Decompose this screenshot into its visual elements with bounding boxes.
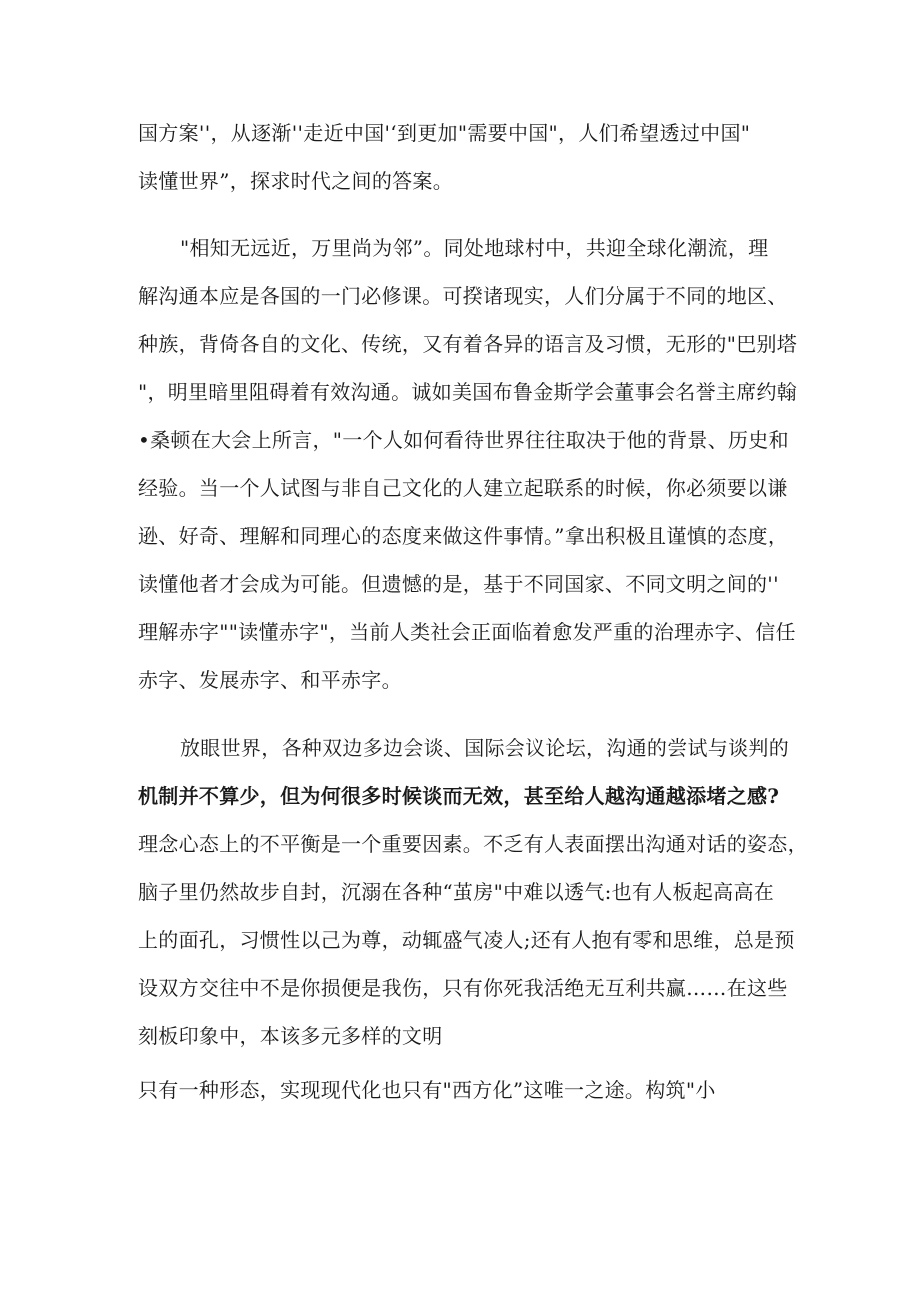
text-line: 赤字、发展赤字、和平赤字。: [138, 668, 402, 692]
text-line: 国方案''，从逐渐''走近中国'‘到更加"需要中国"，人们希望透过中国": [138, 121, 751, 145]
text-line: 设双方交往中不是你损便是我伤，只有你死我活绝无互利共赢……在这些: [138, 976, 788, 1000]
text-line: "，明里暗里阻碍着有效沟通。诚如美国布鲁金斯学会董事会名誉主席约翰: [138, 380, 798, 404]
text-line: 理解赤字""读懂赤字"，当前人类社会正面临着愈发严重的治理赤字、信任: [138, 620, 796, 644]
text-line: •桑顿在大会上所言，"一个人如何看待世界往往取决于他的背景、历史和: [138, 428, 789, 452]
text-line: 理念心态上的不平衡是一个重要因素。不乏有人表面摆出沟通对话的姿态，: [138, 832, 808, 856]
text-line: 刻板印象中，本该多元多样的文明: [138, 1024, 443, 1048]
text-line: 经验。当一个人试图与非自己文化的人建立起联系的时候，你必须要以谦: [138, 476, 788, 500]
text-line: 读懂他者才会成为可能。但遗憾的是，基于不同国家、不同文明之间的'': [138, 572, 779, 596]
text-line: 解沟通本应是各国的一门必修课。可揆诸现实，人们分属于不同的地区、: [138, 284, 788, 308]
text-line: "相知无远近，万里尚为邻”。同处地球村中，共迎全球化潮流，理: [180, 236, 769, 260]
text-line: 脑子里仍然故步自封，沉溺在各种“茧房"中难以透气:也有人板起高高在: [138, 880, 775, 904]
text-line: 逊、好奇、理解和同理心的态度来做这件事情。”拿出积极且谨慎的态度，: [138, 524, 789, 548]
text-line: 读懂世界”，探求时代之间的答案。: [138, 169, 454, 193]
text-line: 只有一种形态，实现现代化也只有"西方化”这唯一之途。构筑"小: [138, 1078, 716, 1102]
text-line: 种族，背倚各自的文化、传统，又有着各异的语言及习惯，无形的"巴别塔: [138, 332, 798, 356]
text-line: 放眼世界，各种双边多边会谈、国际会议论坛，沟通的尝试与谈判的: [180, 736, 789, 760]
text-line: 机制并不算少，但为何很多时候谈而无效，甚至给人越沟通越添堵之感?: [138, 784, 780, 808]
text-line: 上的面孔，习惯性以己为尊，动辄盛气凌人;还有人抱有零和思维，总是预: [138, 928, 795, 952]
